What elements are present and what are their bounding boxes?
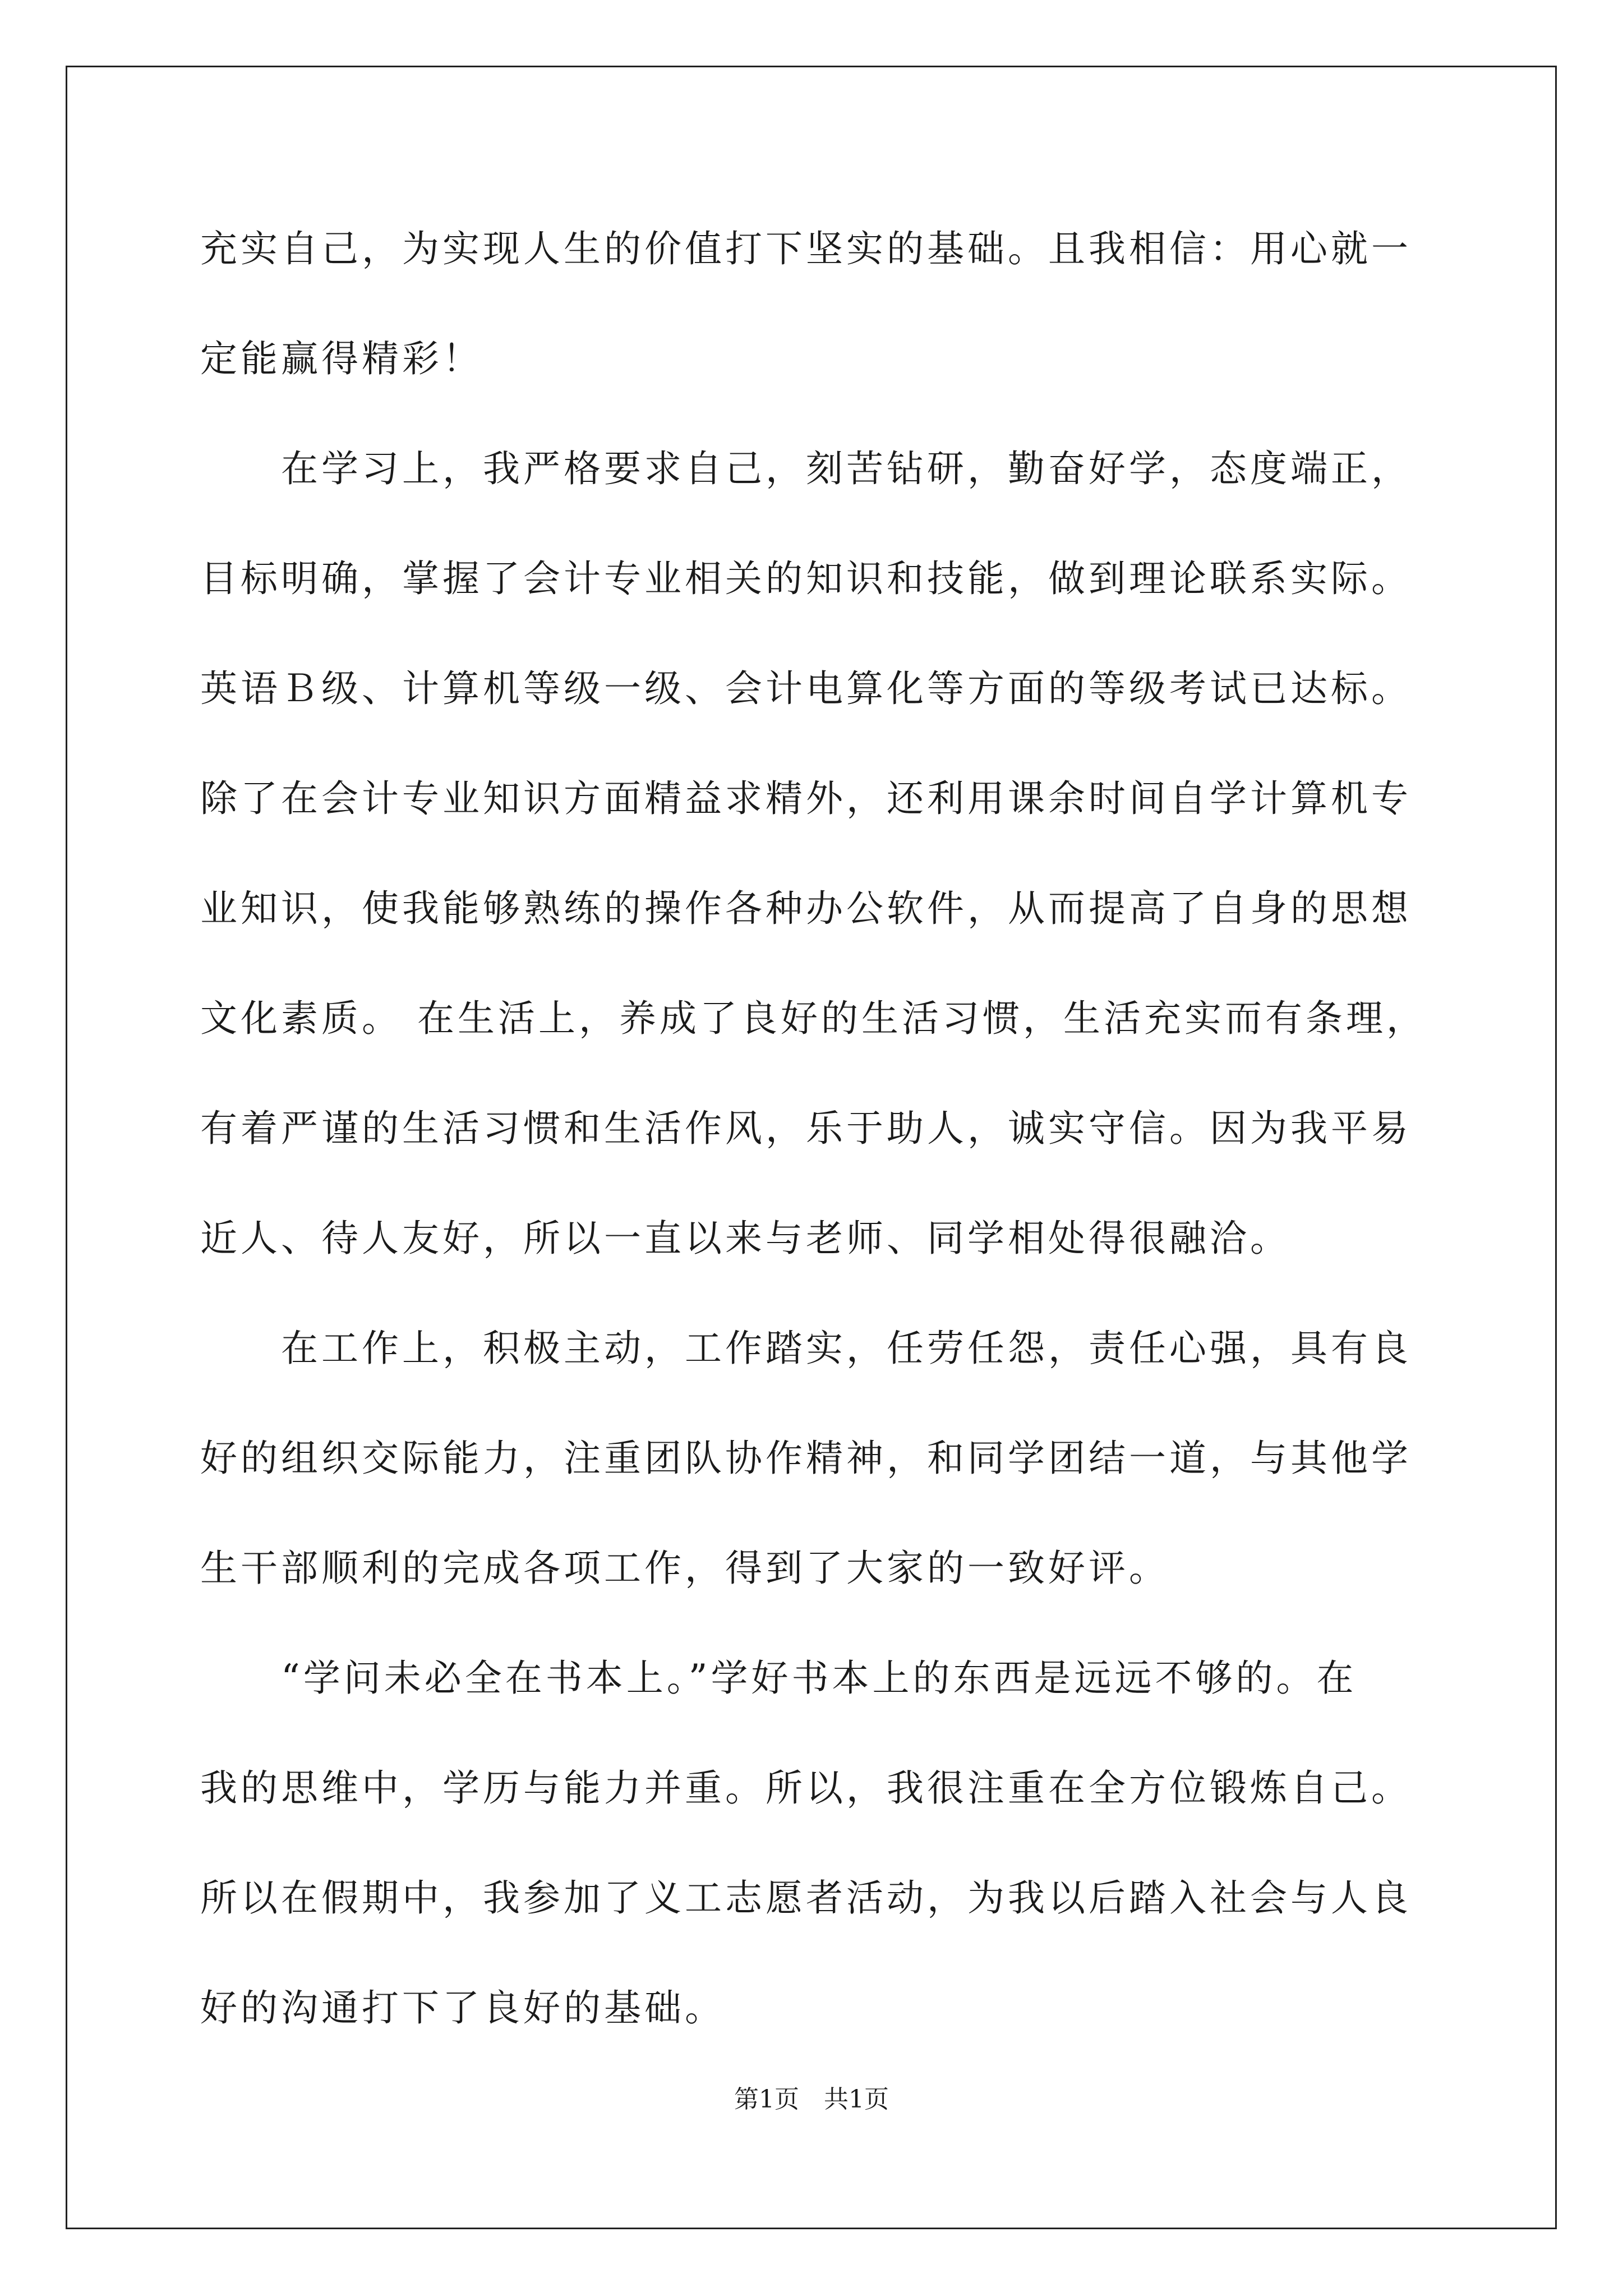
- text-line: 除了在会计专业知识方面精益求精外，还利用课余时间自学计算机专: [200, 777, 1412, 820]
- text-line: 生干部顺利的完成各项工作，得到了大家的一致好评。: [200, 1547, 1169, 1590]
- text-line: 所以在假期中，我参加了义工志愿者活动，为我以后踏入社会与人良: [200, 1876, 1412, 1920]
- text-line: 我的思维中，学历与能力并重。所以，我很注重在全方位锻炼自己。: [200, 1766, 1412, 1810]
- text-line: 定能赢得精彩！: [200, 337, 483, 380]
- text-line: 业知识，使我能够熟练的操作各种办公软件，从而提高了自身的思想: [200, 887, 1412, 930]
- text-line: 目标明确，掌握了会计专业相关的知识和技能，做到理论联系实际。: [200, 557, 1412, 600]
- text-line: 近人、待人友好，所以一直以来与老师、同学相处得很融洽。: [200, 1217, 1290, 1260]
- page-number-footer: 第1页 共1页: [734, 2085, 889, 2114]
- text-line: 英语Ｂ级、计算机等级一级、会计电算化等方面的等级考试已达标。: [200, 667, 1412, 710]
- text-line: 文化素质。 在生活上，养成了良好的生活习惯，生活充实而有条理，: [200, 997, 1427, 1040]
- text-line: 在学习上，我严格要求自己，刻苦钻研，勤奋好学，态度端正，: [200, 447, 1412, 490]
- text-line: 好的沟通打下了良好的基础。: [200, 1986, 725, 2030]
- text-line: 充实自己，为实现人生的价值打下坚实的基础。且我相信：用心就一: [200, 227, 1412, 270]
- text-line: 有着严谨的生活习惯和生活作风，乐于助人，诚实守信。因为我平易: [200, 1107, 1412, 1150]
- text-line: “学问未必全在书本上。”学好书本上的东西是远远不够的。在: [200, 1657, 1357, 1700]
- text-line: 好的组织交际能力，注重团队协作精神，和同学团结一道，与其他学: [200, 1437, 1412, 1480]
- text-line: 在工作上，积极主动，工作踏实，任劳任怨，责任心强，具有良: [200, 1327, 1412, 1370]
